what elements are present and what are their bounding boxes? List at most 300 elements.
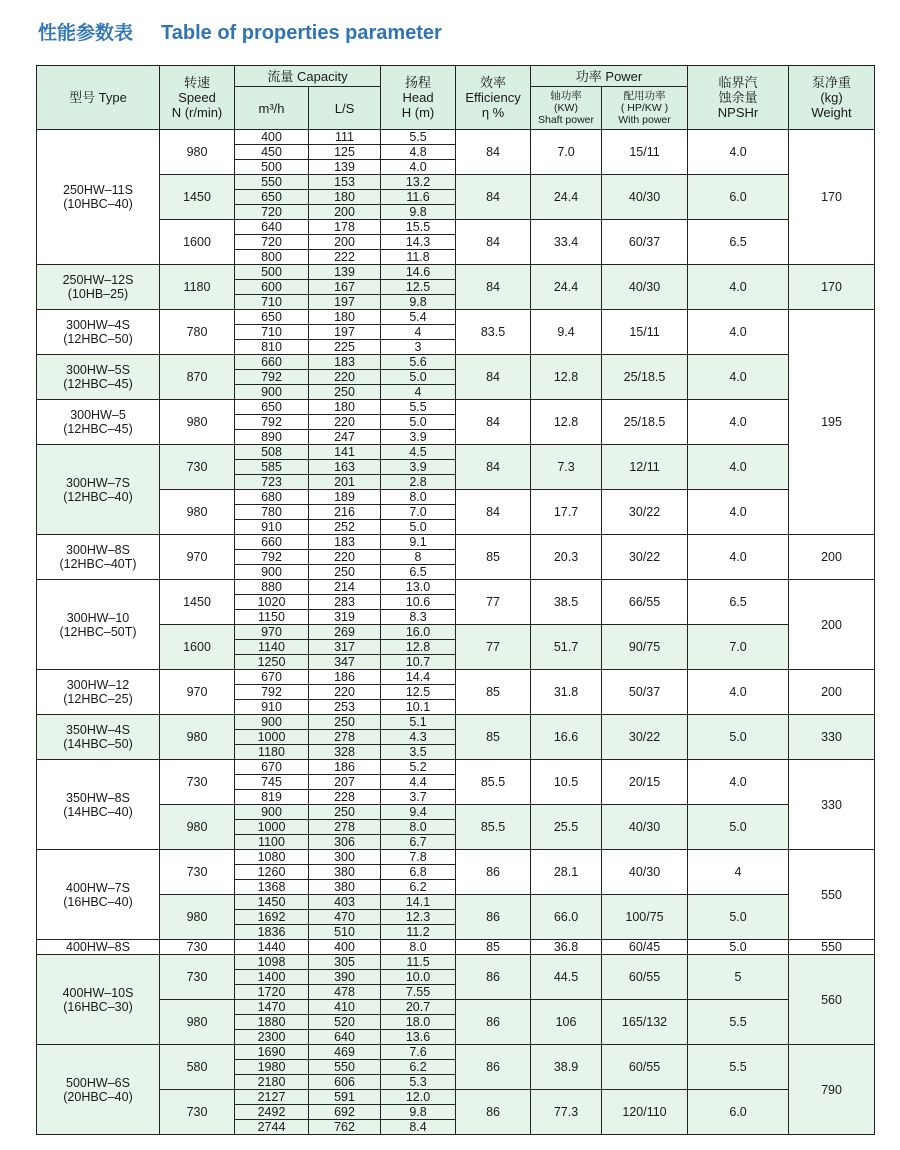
header-with-power: 配用功率 ( HP/KW ) With power [602,87,688,130]
efficiency-cell: 85 [456,715,531,760]
capacity-ls-cell: 220 [309,550,381,565]
head-cell: 4 [381,325,456,340]
capacity-m3h-cell: 710 [235,325,309,340]
model-name: 300HW–10 [66,610,130,625]
weight-cell: 550 [789,940,875,955]
speed-cell: 980 [160,715,235,760]
head-cell: 5.4 [381,310,456,325]
capacity-m3h-cell: 650 [235,400,309,415]
npshr-cell: 4.0 [688,535,789,580]
efficiency-cell: 86 [456,1090,531,1135]
npshr-cell: 6.0 [688,1090,789,1135]
page-title [38,18,442,45]
model-cell [37,850,160,940]
capacity-m3h-cell: 500 [235,265,309,280]
table-row [37,955,875,970]
capacity-ls-cell: 253 [309,700,381,715]
head-cell: 11.5 [381,955,456,970]
model-cell [37,535,160,580]
head-cell: 8.4 [381,1120,456,1135]
efficiency-cell: 77 [456,580,531,625]
header-npshr: 临界汽 蚀余量 NPSHr [688,66,789,130]
model-code: (14HBC–50) [63,737,133,751]
capacity-ls-cell: 200 [309,205,381,220]
shaft-power-cell: 10.5 [531,760,602,805]
npshr-cell: 5.0 [688,715,789,760]
capacity-ls-cell: 189 [309,490,381,505]
model-name: 300HW–4S [66,318,130,332]
model-cell [37,310,160,355]
model-code: (12HBC–40) [63,489,133,504]
header-speed: 转速 Speed N (r/min) [160,66,235,130]
model-name: 300HW–7S [66,475,130,490]
head-cell: 9.4 [381,805,456,820]
capacity-m3h-cell: 745 [235,775,309,790]
head-cell: 3.5 [381,745,456,760]
head-cell: 8.0 [381,490,456,505]
speed-cell: 980 [160,895,235,940]
model-name: 300HW–8S [66,543,130,557]
head-cell: 8.3 [381,610,456,625]
capacity-m3h-cell: 2127 [235,1090,309,1105]
model-cell [37,445,160,535]
capacity-ls-cell: 214 [309,580,381,595]
head-cell: 6.7 [381,835,456,850]
capacity-m3h-cell: 1880 [235,1015,309,1030]
capacity-m3h-cell: 1020 [235,595,309,610]
npshr-cell: 4.0 [688,670,789,715]
head-cell: 11.6 [381,190,456,205]
efficiency-cell: 84 [456,490,531,535]
head-cell: 7.0 [381,505,456,520]
with-power-cell: 15/11 [602,310,688,355]
speed-cell: 980 [160,130,235,175]
npshr-cell: 5.5 [688,1045,789,1090]
head-cell: 5.0 [381,520,456,535]
head-cell: 6.8 [381,865,456,880]
shaft-power-cell: 66.0 [531,895,602,940]
head-cell: 6.2 [381,1060,456,1075]
npshr-cell: 4.0 [688,490,789,535]
with-power-cell: 60/55 [602,955,688,1000]
shaft-power-cell: 33.4 [531,220,602,265]
shaft-power-cell: 16.6 [531,715,602,760]
capacity-ls-cell: 180 [309,400,381,415]
npshr-cell: 4.0 [688,310,789,355]
head-cell: 5.0 [381,415,456,430]
table-row [37,400,875,415]
capacity-ls-cell: 692 [309,1105,381,1120]
with-power-cell: 66/55 [602,580,688,625]
head-cell: 4.5 [381,445,456,460]
model-name: 250HW–11S [63,183,133,197]
capacity-ls-cell: 269 [309,625,381,640]
efficiency-cell: 85 [456,940,531,955]
table-row [37,175,875,190]
capacity-ls-cell: 180 [309,310,381,325]
head-cell: 3.9 [381,460,456,475]
capacity-m3h-cell: 890 [235,430,309,445]
npshr-cell: 5.0 [688,805,789,850]
table-row [37,895,875,910]
capacity-ls-cell: 400 [309,940,381,955]
capacity-m3h-cell: 1690 [235,1045,309,1060]
model-cell [37,760,160,850]
head-cell: 4.3 [381,730,456,745]
shaft-power-cell: 77.3 [531,1090,602,1135]
head-cell: 8.0 [381,940,456,955]
head-cell: 5.3 [381,1075,456,1090]
capacity-ls-cell: 220 [309,685,381,700]
efficiency-cell: 86 [456,955,531,1000]
head-cell: 8 [381,550,456,565]
efficiency-cell: 85.5 [456,805,531,850]
head-cell: 9.1 [381,535,456,550]
shaft-power-cell: 7.0 [531,130,602,175]
capacity-m3h-cell: 720 [235,205,309,220]
table-row [37,265,875,280]
capacity-ls-cell: 183 [309,355,381,370]
npshr-cell: 4.0 [688,760,789,805]
head-cell: 14.1 [381,895,456,910]
with-power-cell: 60/55 [602,1045,688,1090]
weight-cell: 170 [789,130,875,265]
capacity-m3h-cell: 650 [235,190,309,205]
title-cn: 性能参数表 [38,22,134,44]
capacity-m3h-cell: 1000 [235,820,309,835]
head-cell: 3 [381,340,456,355]
capacity-m3h-cell: 792 [235,685,309,700]
shaft-power-cell: 38.9 [531,1045,602,1090]
head-cell: 10.0 [381,970,456,985]
weight-cell: 330 [789,715,875,760]
capacity-ls-cell: 180 [309,190,381,205]
with-power-cell: 50/37 [602,670,688,715]
capacity-m3h-cell: 660 [235,535,309,550]
shaft-power-cell: 7.3 [531,445,602,490]
capacity-ls-cell: 228 [309,790,381,805]
capacity-m3h-cell: 910 [235,700,309,715]
capacity-ls-cell: 183 [309,535,381,550]
table-row [37,490,875,505]
weight-cell: 550 [789,850,875,940]
capacity-ls-cell: 469 [309,1045,381,1060]
model-code: (16HBC–40) [63,894,133,909]
speed-cell: 980 [160,805,235,850]
weight-cell: 200 [789,580,875,670]
capacity-ls-cell: 225 [309,340,381,355]
model-code: (20HBC–40) [63,1089,133,1104]
capacity-m3h-cell: 1980 [235,1060,309,1075]
head-cell: 5.2 [381,760,456,775]
capacity-ls-cell: 410 [309,1000,381,1015]
capacity-m3h-cell: 2744 [235,1120,309,1135]
capacity-m3h-cell: 1150 [235,610,309,625]
model-name: 500HW–6S [66,1075,130,1090]
capacity-m3h-cell: 720 [235,235,309,250]
model-cell [37,670,160,715]
efficiency-cell: 86 [456,850,531,895]
model-name: 350HW–8S [66,790,130,805]
capacity-m3h-cell: 970 [235,625,309,640]
table-row [37,805,875,820]
npshr-cell: 5.5 [688,1000,789,1045]
model-code: (12HBC–40T) [59,557,137,571]
head-cell: 13.0 [381,580,456,595]
capacity-m3h-cell: 585 [235,460,309,475]
capacity-m3h-cell: 792 [235,550,309,565]
head-cell: 12.0 [381,1090,456,1105]
table-row [37,940,875,955]
capacity-ls-cell: 250 [309,715,381,730]
capacity-m3h-cell: 1836 [235,925,309,940]
npshr-cell: 5.0 [688,895,789,940]
header-type: 型号 Type [37,66,160,130]
capacity-ls-cell: 200 [309,235,381,250]
head-cell: 5.6 [381,355,456,370]
capacity-m3h-cell: 1260 [235,865,309,880]
head-cell: 7.6 [381,1045,456,1060]
capacity-ls-cell: 640 [309,1030,381,1045]
capacity-ls-cell: 470 [309,910,381,925]
capacity-m3h-cell: 1692 [235,910,309,925]
capacity-m3h-cell: 819 [235,790,309,805]
capacity-ls-cell: 306 [309,835,381,850]
shaft-power-cell: 17.7 [531,490,602,535]
capacity-ls-cell: 510 [309,925,381,940]
capacity-ls-cell: 220 [309,415,381,430]
speed-cell: 730 [160,1090,235,1135]
capacity-ls-cell: 178 [309,220,381,235]
weight-cell: 200 [789,535,875,580]
head-cell: 10.7 [381,655,456,670]
model-cell [37,580,160,670]
weight-cell: 330 [789,760,875,850]
head-cell: 11.8 [381,250,456,265]
table-row [37,670,875,685]
capacity-m3h-cell: 1080 [235,850,309,865]
model-name: 400HW–7S [66,880,130,895]
capacity-ls-cell: 300 [309,850,381,865]
head-cell: 9.8 [381,295,456,310]
head-cell: 10.6 [381,595,456,610]
capacity-m3h-cell: 640 [235,220,309,235]
efficiency-cell: 84 [456,355,531,400]
head-cell: 20.7 [381,1000,456,1015]
capacity-m3h-cell: 1450 [235,895,309,910]
head-cell: 7.8 [381,850,456,865]
title-en: Table of properties parameter [161,22,442,44]
capacity-m3h-cell: 1100 [235,835,309,850]
capacity-m3h-cell: 900 [235,385,309,400]
speed-cell: 980 [160,1000,235,1045]
with-power-cell: 30/22 [602,715,688,760]
model-name: 300HW–5 [70,408,126,422]
head-cell: 14.3 [381,235,456,250]
head-cell: 6.5 [381,565,456,580]
capacity-ls-cell: 197 [309,295,381,310]
capacity-m3h-cell: 670 [235,670,309,685]
head-cell: 12.8 [381,640,456,655]
with-power-cell: 20/15 [602,760,688,805]
capacity-m3h-cell: 723 [235,475,309,490]
npshr-cell: 4.0 [688,355,789,400]
speed-cell: 970 [160,535,235,580]
npshr-cell: 7.0 [688,625,789,670]
with-power-cell: 60/45 [602,940,688,955]
capacity-m3h-cell: 2300 [235,1030,309,1045]
model-name: 300HW–12 [66,678,130,692]
table-row [37,310,875,325]
model-code: (10HB–25) [67,287,129,301]
model-cell [37,355,160,400]
header-weight: 泵净重 (kg) Weight [789,66,875,130]
speed-cell: 1600 [160,220,235,265]
model-name: 350HW–4S [66,723,130,737]
capacity-m3h-cell: 800 [235,250,309,265]
capacity-ls-cell: 163 [309,460,381,475]
head-cell: 10.1 [381,700,456,715]
model-name: 250HW–12S [62,273,134,287]
model-code: (10HBC–40) [63,197,133,211]
capacity-m3h-cell: 2180 [235,1075,309,1090]
weight-cell: 170 [789,265,875,310]
header-capacity: 流量 Capacity [235,66,381,87]
model-code: (14HBC–40) [63,804,133,819]
shaft-power-cell: 106 [531,1000,602,1045]
head-cell: 7.55 [381,985,456,1000]
capacity-ls-cell: 328 [309,745,381,760]
capacity-ls-cell: 247 [309,430,381,445]
efficiency-cell: 85.5 [456,760,531,805]
weight-cell: 790 [789,1045,875,1135]
capacity-ls-cell: 380 [309,880,381,895]
efficiency-cell: 84 [456,130,531,175]
shaft-power-cell: 31.8 [531,670,602,715]
table-row [37,1090,875,1105]
speed-cell: 980 [160,400,235,445]
capacity-m3h-cell: 650 [235,310,309,325]
capacity-ls-cell: 305 [309,955,381,970]
capacity-m3h-cell: 1180 [235,745,309,760]
head-cell: 5.5 [381,130,456,145]
weight-cell: 200 [789,670,875,715]
npshr-cell: 5 [688,955,789,1000]
efficiency-cell: 86 [456,895,531,940]
speed-cell: 730 [160,850,235,895]
capacity-ls-cell: 278 [309,730,381,745]
efficiency-cell: 83.5 [456,310,531,355]
capacity-m3h-cell: 780 [235,505,309,520]
capacity-m3h-cell: 2492 [235,1105,309,1120]
with-power-cell: 90/75 [602,625,688,670]
npshr-cell: 6.5 [688,220,789,265]
table-header [37,66,875,130]
model-code: (12HBC–50) [63,332,133,346]
speed-cell: 780 [160,310,235,355]
speed-cell: 580 [160,1045,235,1090]
capacity-ls-cell: 250 [309,805,381,820]
speed-cell: 1450 [160,580,235,625]
head-cell: 3.7 [381,790,456,805]
head-cell: 4 [381,385,456,400]
model-name: 400HW–10S [62,985,134,1000]
capacity-m3h-cell: 792 [235,415,309,430]
properties-table [36,65,875,1135]
head-cell: 12.5 [381,280,456,295]
capacity-ls-cell: 252 [309,520,381,535]
header-cap-ls: L/S [309,87,381,130]
model-cell [37,955,160,1045]
head-cell: 13.2 [381,175,456,190]
capacity-m3h-cell: 1720 [235,985,309,1000]
npshr-cell: 4.0 [688,130,789,175]
model-cell [37,940,160,955]
capacity-m3h-cell: 880 [235,580,309,595]
head-cell: 9.8 [381,205,456,220]
capacity-ls-cell: 222 [309,250,381,265]
table-row [37,625,875,640]
efficiency-cell: 84 [456,220,531,265]
head-cell: 14.6 [381,265,456,280]
efficiency-cell: 84 [456,265,531,310]
capacity-ls-cell: 520 [309,1015,381,1030]
with-power-cell: 40/30 [602,850,688,895]
efficiency-cell: 77 [456,625,531,670]
head-cell: 18.0 [381,1015,456,1030]
shaft-power-cell: 25.5 [531,805,602,850]
with-power-cell: 120/110 [602,1090,688,1135]
efficiency-cell: 84 [456,445,531,490]
head-cell: 5.5 [381,400,456,415]
head-cell: 4.8 [381,145,456,160]
capacity-m3h-cell: 400 [235,130,309,145]
capacity-m3h-cell: 792 [235,370,309,385]
capacity-ls-cell: 139 [309,160,381,175]
head-cell: 14.4 [381,670,456,685]
table-row [37,715,875,730]
speed-cell: 730 [160,940,235,955]
head-cell: 3.9 [381,430,456,445]
head-cell: 11.2 [381,925,456,940]
shaft-power-cell: 38.5 [531,580,602,625]
head-cell: 5.0 [381,370,456,385]
capacity-m3h-cell: 900 [235,715,309,730]
table-row [37,220,875,235]
capacity-ls-cell: 220 [309,370,381,385]
capacity-m3h-cell: 1440 [235,940,309,955]
header-cap-m3h: m³/h [235,87,309,130]
shaft-power-cell: 24.4 [531,265,602,310]
head-cell: 5.1 [381,715,456,730]
capacity-ls-cell: 207 [309,775,381,790]
capacity-m3h-cell: 508 [235,445,309,460]
capacity-ls-cell: 278 [309,820,381,835]
shaft-power-cell: 44.5 [531,955,602,1000]
shaft-power-cell: 9.4 [531,310,602,355]
capacity-m3h-cell: 710 [235,295,309,310]
capacity-m3h-cell: 670 [235,760,309,775]
head-cell: 16.0 [381,625,456,640]
capacity-m3h-cell: 1400 [235,970,309,985]
shaft-power-cell: 20.3 [531,535,602,580]
head-cell: 4.0 [381,160,456,175]
capacity-ls-cell: 125 [309,145,381,160]
speed-cell: 1180 [160,265,235,310]
with-power-cell: 165/132 [602,1000,688,1045]
capacity-ls-cell: 197 [309,325,381,340]
efficiency-cell: 86 [456,1045,531,1090]
